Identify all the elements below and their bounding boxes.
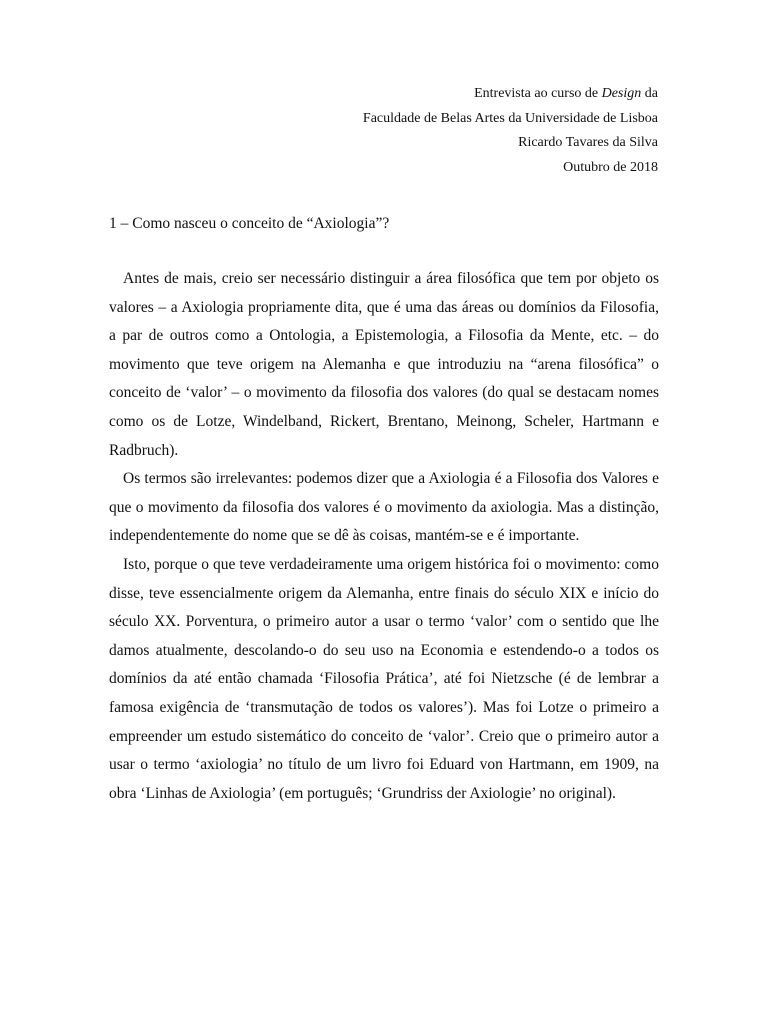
answer-body [109,265,659,808]
paragraph: Os termos são irrelevantes: podemos dizer que a Axiologia é a Filosofia dos Valores e que o movimento da filosofia dos valores é o movimento da axiologia. Mas a distinção, independentemente do nome que se dê às coisas, mantém-se e é importante. [109,470,659,545]
question-heading: 1 – Como nasceu o conceito de “Axiologia”? [109,215,390,232]
header-course-prefix: Entrevista ao curso de [474,86,602,101]
header-course-suffix: da [641,86,658,101]
header-line-course [363,82,658,107]
header-line-date: Outubro de 2018 [563,159,658,175]
header-line-faculty: Faculdade de Belas Artes da Universidade de Lisboa [362,110,658,126]
document-header [363,82,658,180]
paragraph: Isto, porque o que teve verdadeiramente uma origem histórica foi o movimento: como disse, teve essencialmente origem da Alemanha, entre finais do século XIX e início do século XX. Porventura, o primeiro autor a usar o termo ‘valor’ com o sentido que lhe damos atualmente, descolando-o do seu uso na Economia e estendendo-o a todos os domínios da até então chamada ‘Filosofia Prática’, até foi Nietzsche (é de lembrar a famosa exigência de ‘transmutação de todos os valores’). Mas foi Lotze o primeiro a empreender um estudo sistemático do conceito de ‘valor’. Creio que o primeiro autor a usar o termo ‘axiologia’ no título de um livro foi Eduard von Hartmann, em 1909, na obra ‘Linhas de Axiologia’ (em português; ‘Grundriss der Axiologie’ no original). [109,555,659,802]
header-course-emphasis: Design [601,86,642,101]
paragraph: Antes de mais, creio ser necessário distinguir a área filosófica que tem por objeto os valores – a Axiologia propriamente dita, que é uma das áreas ou domínios da Filosofia, a par de outros como a Ontologia, a Epistemologia, a Filosofia da Mente, etc. – do movimento que teve origem na Alemanha e que introduziu na “arena filosófica” o conceito de ‘valor’ – o movimento da filosofia dos valores (do qual se destacam nomes como os de Lotze, Windelband, Rickert, Brentano, Meinong, Scheler, Hartmann e Radbruch). [109,270,659,459]
header-line-author: Ricardo Tavares da Silva [518,135,658,150]
